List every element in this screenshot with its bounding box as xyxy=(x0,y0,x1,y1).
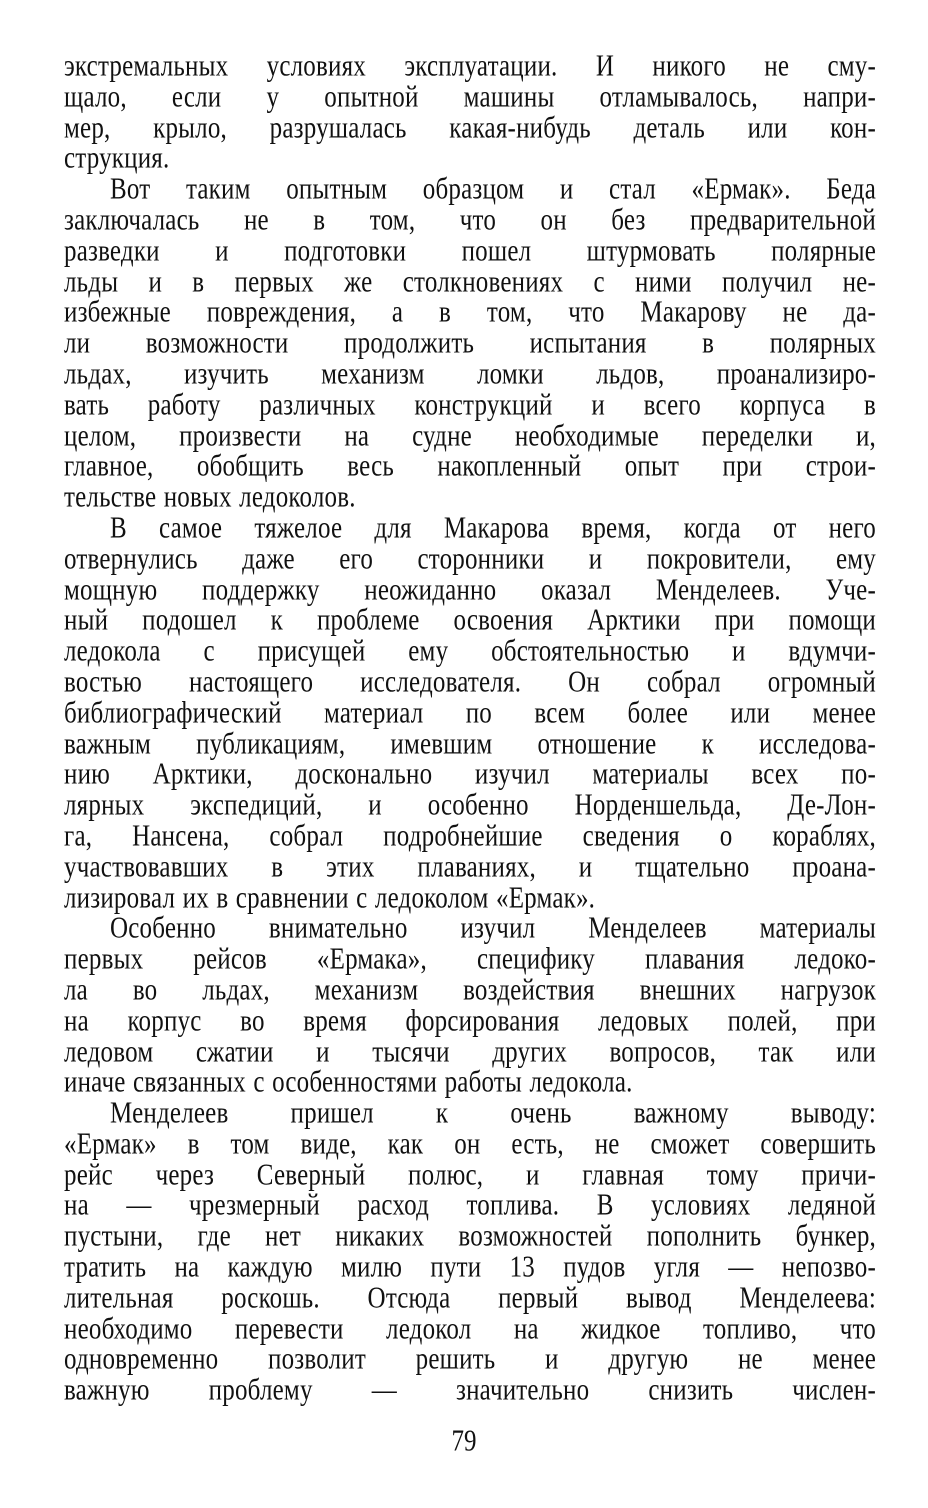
page-number: 79 xyxy=(451,1424,477,1458)
text-line: ли возможности продолжить испытания в полярных xyxy=(64,327,876,360)
text-line: лительная роскошь. Отсюда первый вывод Менделеева: xyxy=(64,1281,876,1315)
text-line: «Ермак» в том виде, как он есть, не сможет совершить xyxy=(64,1127,876,1161)
paragraph-3 xyxy=(64,511,876,915)
text-line: струкция. xyxy=(64,142,170,176)
text-line: на корпус во время форсирования ледовых полей, при xyxy=(64,1004,876,1038)
text-line: Менделеев пришел к очень важному выводу: xyxy=(110,1096,876,1130)
text-line: ный подошел к проблеме освоения Арктики при помощи xyxy=(64,604,876,638)
text-line: необходимо перевести ледокол на жидкое топливо, что xyxy=(64,1312,876,1346)
text-line: экстремальных условиях эксплуатации. И никого не сму- xyxy=(64,49,876,83)
paragraph-1 xyxy=(64,49,876,176)
text-line: мощную поддержку неожиданно оказал Менделеев. Уче- xyxy=(64,573,876,607)
text-line: тратить на каждую милю пути 13 пудов угля — непозво- xyxy=(64,1250,876,1284)
text-line: заключалась не в том, что он без предварительной xyxy=(64,203,876,237)
text-line: ледокола с присущей ему обстоятельностью и вдумчи- xyxy=(64,634,876,668)
text-line: Вот таким опытным образцом и стал «Ермак». Беда xyxy=(110,173,876,206)
text-line: главное, обобщить весь накопленный опыт при строи- xyxy=(64,450,876,484)
text-line: иначе связанных с особенностями работы ледокола. xyxy=(64,1066,633,1100)
text-line: пустыни, где нет никаких возможностей пополнить бункер, xyxy=(64,1220,876,1254)
text-line: лизировал их в сравнении с ледоколом «Ермак». xyxy=(64,881,596,915)
page-body xyxy=(64,49,876,1408)
text-line: льдах, изучить механизм ломки льдов, проанализиро- xyxy=(64,357,876,391)
text-line: рейс через Северный полюс, и главная тому причи- xyxy=(64,1158,876,1192)
text-line: библиографический материал по всем более или менее xyxy=(64,696,876,730)
text-line: мер, крыло, разрушалась какая-нибудь деталь или кон- xyxy=(64,111,876,145)
paragraph-2 xyxy=(64,175,876,514)
text-line: га, Нансена, собрал подробнейшие сведения о кораблях, xyxy=(64,819,876,853)
text-line: целом, произвести на судне необходимые переделки и, xyxy=(64,419,876,453)
text-line: участвовавших в этих плаваниях, и тщательно проана- xyxy=(64,850,876,884)
text-line: на — чрезмерный расход топлива. В условиях ледяной xyxy=(64,1189,876,1223)
text-line: лярных экспедиций, и особенно Норденшельда, Де-Лон- xyxy=(64,788,876,822)
text-line: важным публикациям, имевшим отношение к исследова- xyxy=(64,727,876,761)
paragraph-4 xyxy=(64,914,876,1099)
text-line: ледовом сжатии и тысячи других вопросов, так или xyxy=(64,1035,876,1069)
text-line: льды и в первых же столкновениях с ними получил не- xyxy=(64,265,876,299)
text-line: разведки и подготовки пошел штурмовать полярные xyxy=(64,234,876,268)
text-line: вать работу различных конструкций и всего корпуса в xyxy=(64,388,876,422)
text-line: важную проблему — значительно снизить числен- xyxy=(64,1374,876,1408)
text-line: избежные повреждения, а в том, что Макарову не да- xyxy=(64,296,876,330)
text-line: одновременно позволит решить и другую не менее xyxy=(64,1343,876,1377)
text-line: первых рейсов «Ермака», специфику плавания ледоко- xyxy=(64,942,876,976)
paragraph-5 xyxy=(64,1096,876,1408)
text-line: щало, если у опытной машины отламывалось, напри- xyxy=(64,80,876,114)
text-line: Особенно внимательно изучил Менделеев материалы xyxy=(110,912,876,946)
text-line: востью настоящего исследователя. Он собрал огромный xyxy=(64,665,876,699)
text-line: нию Арктики, досконально изучил материалы всех по- xyxy=(64,758,876,792)
text-line: тельстве новых ледоколов. xyxy=(64,480,356,514)
text-line: отвернулись даже его сторонники и покровители, ему xyxy=(64,542,876,576)
text-line: В самое тяжелое для Макарова время, когда от него xyxy=(110,511,876,545)
text-line: ла во льдах, механизм воздействия внешних нагрузок xyxy=(64,973,876,1007)
